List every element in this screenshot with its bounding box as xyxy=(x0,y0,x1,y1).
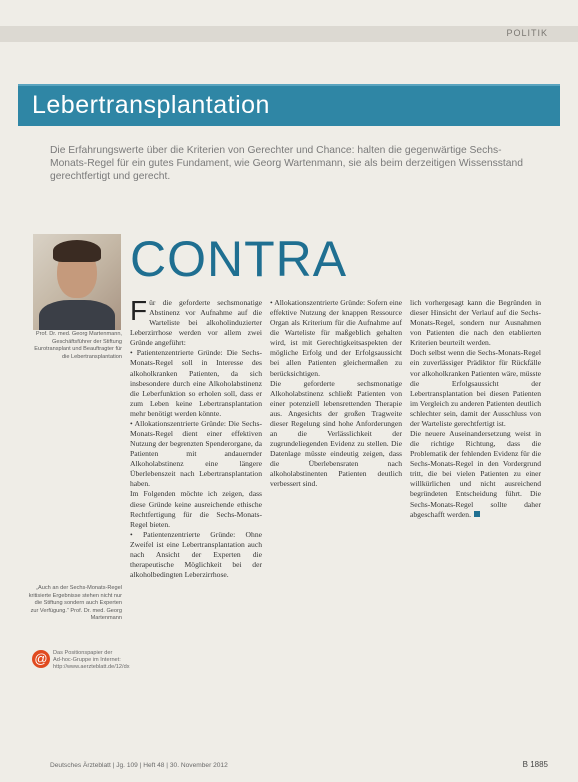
top-bar xyxy=(0,26,578,42)
at-sign-icon: @ xyxy=(32,650,50,668)
dropcap: F xyxy=(130,295,148,326)
paragraph: • Patientenzentrierte Gründe: Die Sechs-Monats-Regel soll in Interesse des alkoholkranken Patienten, da sich insbesondere durch eine Alkoholabstinenz die Leberfunktion so erholen soll, dass er zum Leben keine Lebertransplantation mehr benötigt werden könnte. xyxy=(130,348,262,418)
section-label: POLITIK xyxy=(506,28,548,38)
paragraph: ür die geforderte sechsmonatige Abstinenz vor Aufnahme auf die Warteliste bei alkoholinduzierter Leberzirrhose werden vor allem zwei Gründe angeführt: xyxy=(130,298,262,348)
paragraph: • Allokationszentrierte Gründe: Sofern eine effektive Nutzung der knappen Ressource Organ als Kriterium für die Aufnahme auf die Warteliste für maßgeblich gehalten wird, ist mit Gerechtigkeitsaspekten der mögliche Erfolg und der Erfolgsaussicht bei allen Patienten gleichermaßen zu berücksichtigen. xyxy=(270,298,402,378)
paragraph: Die neuere Auseinandersetzung weist in die richtige Richtung, dass die Problematik der fehlenden Evidenz für die Sechs-Monats-Regel in den Vordergrund tritt, die bei vielen Patienten zu einer willkürlichen und nicht ausreichend begründeten Entscheidung führt. Die Sechs-Monats-Regel sollte daher abgeschafft werden. xyxy=(410,429,541,519)
intro-text: Die Erfahrungswerte über die Kriterien von Gerechter und Chance: halten die gegenwärtige Sechs-Monats-Regel für ein gutes Fundament, wie Georg Wartenmann, sie als beim derzeitigen Wissensstand gerechtfertigt und gerecht. xyxy=(50,145,523,182)
quote-caption: „Auch an der Sechs-Monats-Regel kritisierte Ergebnisse stehen nicht nur die Stiftung sondern auch Experten zur Verfügung.“ Prof. Dr. med. Georg Martenmann xyxy=(28,585,122,622)
paragraph: Im Folgenden möchte ich zeigen, dass diese Gründe keine ausreichende ethische Rechtfertigung für die Sechs-Monats-Regel bieten. xyxy=(130,489,262,529)
end-mark-icon xyxy=(474,511,480,517)
paragraph: Die geforderte sechsmonatige Alkoholabstinenz schließt Patienten von einer potenziell lebensrettenden Therapie aus. Angesichts der großen Tragweite dieser Regelung sind hohe Anforderungen an die Verlässlichkeit der zugrundeliegenden Evidenz zu stellen. Die Datenlage müsste eindeutig zeigen, dass die Überlebensraten nach alkoholabstinenten Patienten deutlich verbessert sind. xyxy=(270,378,402,489)
footer-citation: Deutsches Ärzteblatt | Jg. 109 | Heft 48 | 30. November 2012 xyxy=(50,762,228,769)
text-column-1 xyxy=(130,295,262,580)
title-banner xyxy=(18,84,560,126)
author-photo xyxy=(33,234,121,330)
paragraph: • Allokationszentrierte Gründe: Die Sechs-Monats-Regel dient einer effektiven Nutzung der begrenzten Spenderorgane, da Patienten mit andauernder Alkoholabstinenz eine längere Überlebenszeit nach Lebertransplantation haben. xyxy=(130,418,262,489)
text-column-3 xyxy=(410,298,541,520)
paragraph: lich vorhergesagt kann die Begründen in dieser Hinsicht der Verlauf auf die Sechs-Monats-Regel, sondern nur Ausnahmen von Patienten die nach den etablierten Kriterien beurteilt werden. xyxy=(410,298,541,348)
headline: CONTRA xyxy=(130,231,348,287)
paragraph: • Patientenzentrierte Gründe: Ohne Zweifel ist eine Lebertransplantation auch nach Ansicht der Experten die therapeutische Möglichkeit bei der alkoholbedingten Leberzirrhose. xyxy=(130,529,262,580)
web-link-caption[interactable]: Das Positionspapier der Ad-hoc-Gruppe im Internet: http://www.aerzteblatt.de/12/dx xyxy=(53,650,130,671)
page-title: Lebertransplantation xyxy=(32,91,270,119)
text-column-2 xyxy=(270,298,402,489)
paragraph: Doch selbst wenn die Sechs-Monats-Regel ein zuverlässiger Prädiktor für Rückfälle vor alkoholkranken Patienten wäre, müsste die Erfolgsaussicht der Lebertransplantation bei diesen Patienten im Vergleich zu anderen Patienten deutlich schlechter sein, damit der Ausschluss von der Warteliste gerechtfertigt ist. xyxy=(410,348,541,428)
page-number: B 1885 xyxy=(522,760,548,769)
photo-caption: Prof. Dr. med. Georg Martenmann, Geschäftsführer der Stiftung Eurotransplant und Beauftragter für die Lebertransplantation xyxy=(34,331,122,360)
